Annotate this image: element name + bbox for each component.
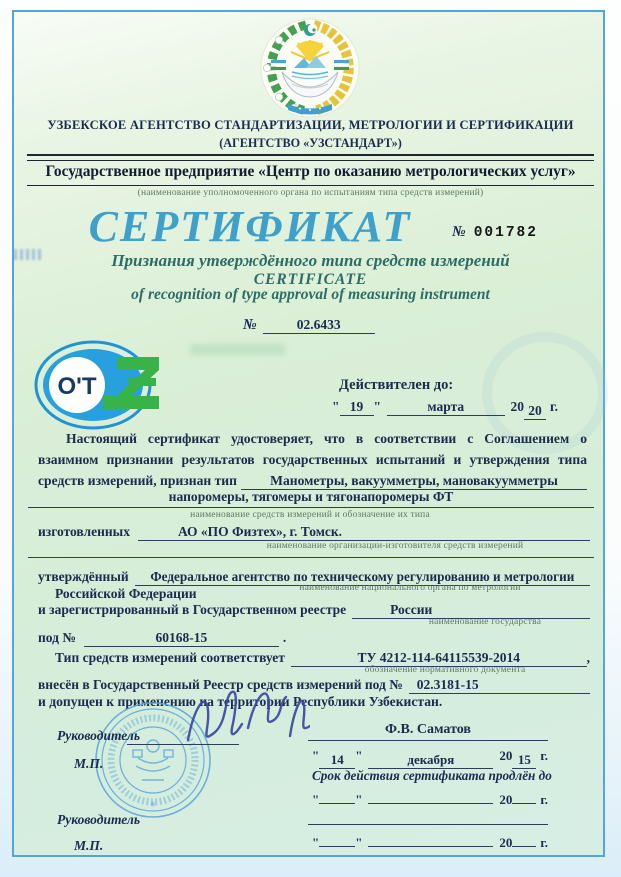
- issue-year: 15: [512, 752, 536, 769]
- manufacturer-row: [38, 524, 590, 541]
- registration-number-value: 02.6433: [263, 317, 375, 334]
- conformity-comma: ,: [586, 650, 590, 665]
- blank-month-2: [368, 831, 493, 847]
- issue-day: 14: [319, 752, 355, 769]
- single-rule: [27, 185, 594, 186]
- paragraph-line1: Настоящий сертификат удостоверяет, что в соответствии с Соглашением о: [66, 431, 587, 446]
- conformity-caption: обозначение нормативного документа: [364, 665, 526, 675]
- registry-number-period: .: [282, 630, 287, 645]
- approved-caption: наименование национального органа по метрологии: [299, 583, 521, 593]
- scan-smudge-green: [190, 344, 285, 355]
- head-name: Ф.В. Саматов: [308, 722, 548, 741]
- svg-text:✳: ✳: [149, 800, 157, 809]
- certificate-title: СЕРТИФИКАТ: [88, 202, 412, 251]
- entered-value: 02.3181-15: [409, 677, 590, 694]
- quote-open: ": [312, 835, 320, 850]
- quote-close: ": [355, 748, 363, 763]
- paragraph-line2: взаимном признании результатов государственных испытаний и утверждения типа: [38, 452, 587, 467]
- blank-year-suffix-2: г.: [540, 835, 548, 850]
- certificate-number-value: 001782: [473, 225, 538, 241]
- registration-number-row: [243, 317, 375, 334]
- manufacturer-caption: наименование организации-изготовителя средств измерений: [266, 541, 524, 551]
- issue-month: декабря: [368, 752, 493, 769]
- subtitle-ru: Признания утверждённого типа средств измерений: [111, 251, 510, 270]
- manufacturer-value: АО «ПО Физтех», г. Томск.: [138, 524, 590, 541]
- blank-year-prefix-2: 20: [499, 835, 513, 850]
- valid-month: марта: [387, 399, 505, 416]
- valid-year-prefix: 20: [510, 399, 525, 414]
- head-label-2: Руководитель: [57, 812, 141, 827]
- valid-day: 19: [340, 399, 374, 416]
- quote-open: ": [332, 399, 340, 414]
- enterprise-name: Государственное предприятие «Центр по оказанию метрологических услуг»: [45, 163, 576, 180]
- conformity-value: ТУ 4212-114-64115539-2014: [291, 650, 587, 667]
- type-row: [38, 473, 587, 490]
- valid-until-label: Действителен до:: [339, 377, 454, 393]
- head2-blank-line: [308, 806, 548, 825]
- blank-day-2: [319, 831, 355, 847]
- quote-close: ": [373, 399, 381, 414]
- enterprise-caption: (наименование уполномоченного органа по испытаниям типа средств измерений): [137, 188, 484, 198]
- valid-year: 20: [524, 403, 546, 420]
- entered-registry-row: [38, 677, 590, 694]
- agency-name-line2: (АГЕНТСТВО «УЗСТАНДАРТ»): [219, 136, 402, 150]
- registered-caption: наименование государства: [428, 617, 542, 627]
- manufacturer-label: изготовленных: [38, 524, 130, 539]
- registered-value: России: [352, 602, 590, 619]
- type-value-line2: напоромеры, тягомеры и тягонапоромеры ФТ: [28, 489, 594, 508]
- allowed-line: и допущен к применению на территории Республики Узбекистан.: [38, 694, 443, 709]
- blank-month-1: [368, 788, 493, 804]
- valid-until-date-row: [332, 399, 562, 416]
- blank-year-suffix-1: г.: [540, 792, 548, 807]
- quote-close: ": [355, 835, 363, 850]
- prolong-label: Срок действия сертификата продлён до: [312, 768, 552, 783]
- quote-open: ": [312, 748, 320, 763]
- svg-text:O'T: O'T: [57, 373, 97, 400]
- approved-value-line2: Российской Федерации: [55, 586, 197, 601]
- approved-value: Федеральное агентство по техническому регулированию и метрологии: [135, 569, 590, 586]
- subtitle-en1: CERTIFICATE: [253, 271, 368, 288]
- otz-logo: [33, 330, 161, 438]
- uzbekistan-emblem: [258, 16, 362, 120]
- quote-open: ": [312, 792, 320, 807]
- issue-date-row: [312, 748, 552, 765]
- entered-label: внесён в Государственный Реестр средств измерений под №: [38, 677, 403, 692]
- registered-label: и зарегистрированный в Государственном реестре: [38, 602, 347, 617]
- prolong-date-row-1: [312, 788, 552, 808]
- conformity-label: Тип средств измерений соответствует: [55, 650, 285, 665]
- head-label-1: Руководитель: [57, 728, 141, 743]
- agency-name-line1: УЗБЕКСКОЕ АГЕНТСТВО СТАНДАРТИЗАЦИИ, МЕТРОЛОГИИ И СЕРТИФИКАЦИИ: [47, 118, 574, 132]
- blank-continuation-line: [28, 549, 594, 558]
- subtitle-en2: of recognition of type approval of measuring instrument: [131, 286, 490, 303]
- blank-year-2: [512, 831, 536, 847]
- valid-year-suffix: г.: [550, 399, 558, 414]
- certificate-number: [452, 224, 538, 241]
- type-label: средств измерений, признан тип: [38, 473, 237, 488]
- issue-year-prefix: 20: [499, 748, 513, 763]
- issue-year-suffix: г.: [540, 748, 548, 763]
- mp-label-1: М.П.: [74, 756, 104, 771]
- prolong-date-row-2: [312, 831, 552, 851]
- approved-label: утверждённый: [38, 569, 129, 584]
- quote-close: ": [355, 792, 363, 807]
- signature-line: [127, 728, 239, 745]
- signature-ink: [170, 676, 310, 766]
- mp-label-2: М.П.: [74, 838, 104, 853]
- type-value-line1: Манометры, вакуумметры, мановакуумметры: [241, 473, 587, 490]
- certificate-number-label: №: [452, 224, 466, 240]
- blank-year-1: [512, 788, 536, 804]
- blank-day-1: [319, 788, 355, 804]
- blank-year-prefix-1: 20: [499, 792, 513, 807]
- registration-number-label: №: [243, 317, 257, 333]
- type-caption: наименование средств измерений и обозначение их типа: [190, 510, 430, 520]
- double-rule: [27, 154, 594, 161]
- registry-number-value: 60168-15: [84, 630, 279, 647]
- registry-number-label: под №: [38, 630, 76, 645]
- registry-number-row: [38, 630, 290, 647]
